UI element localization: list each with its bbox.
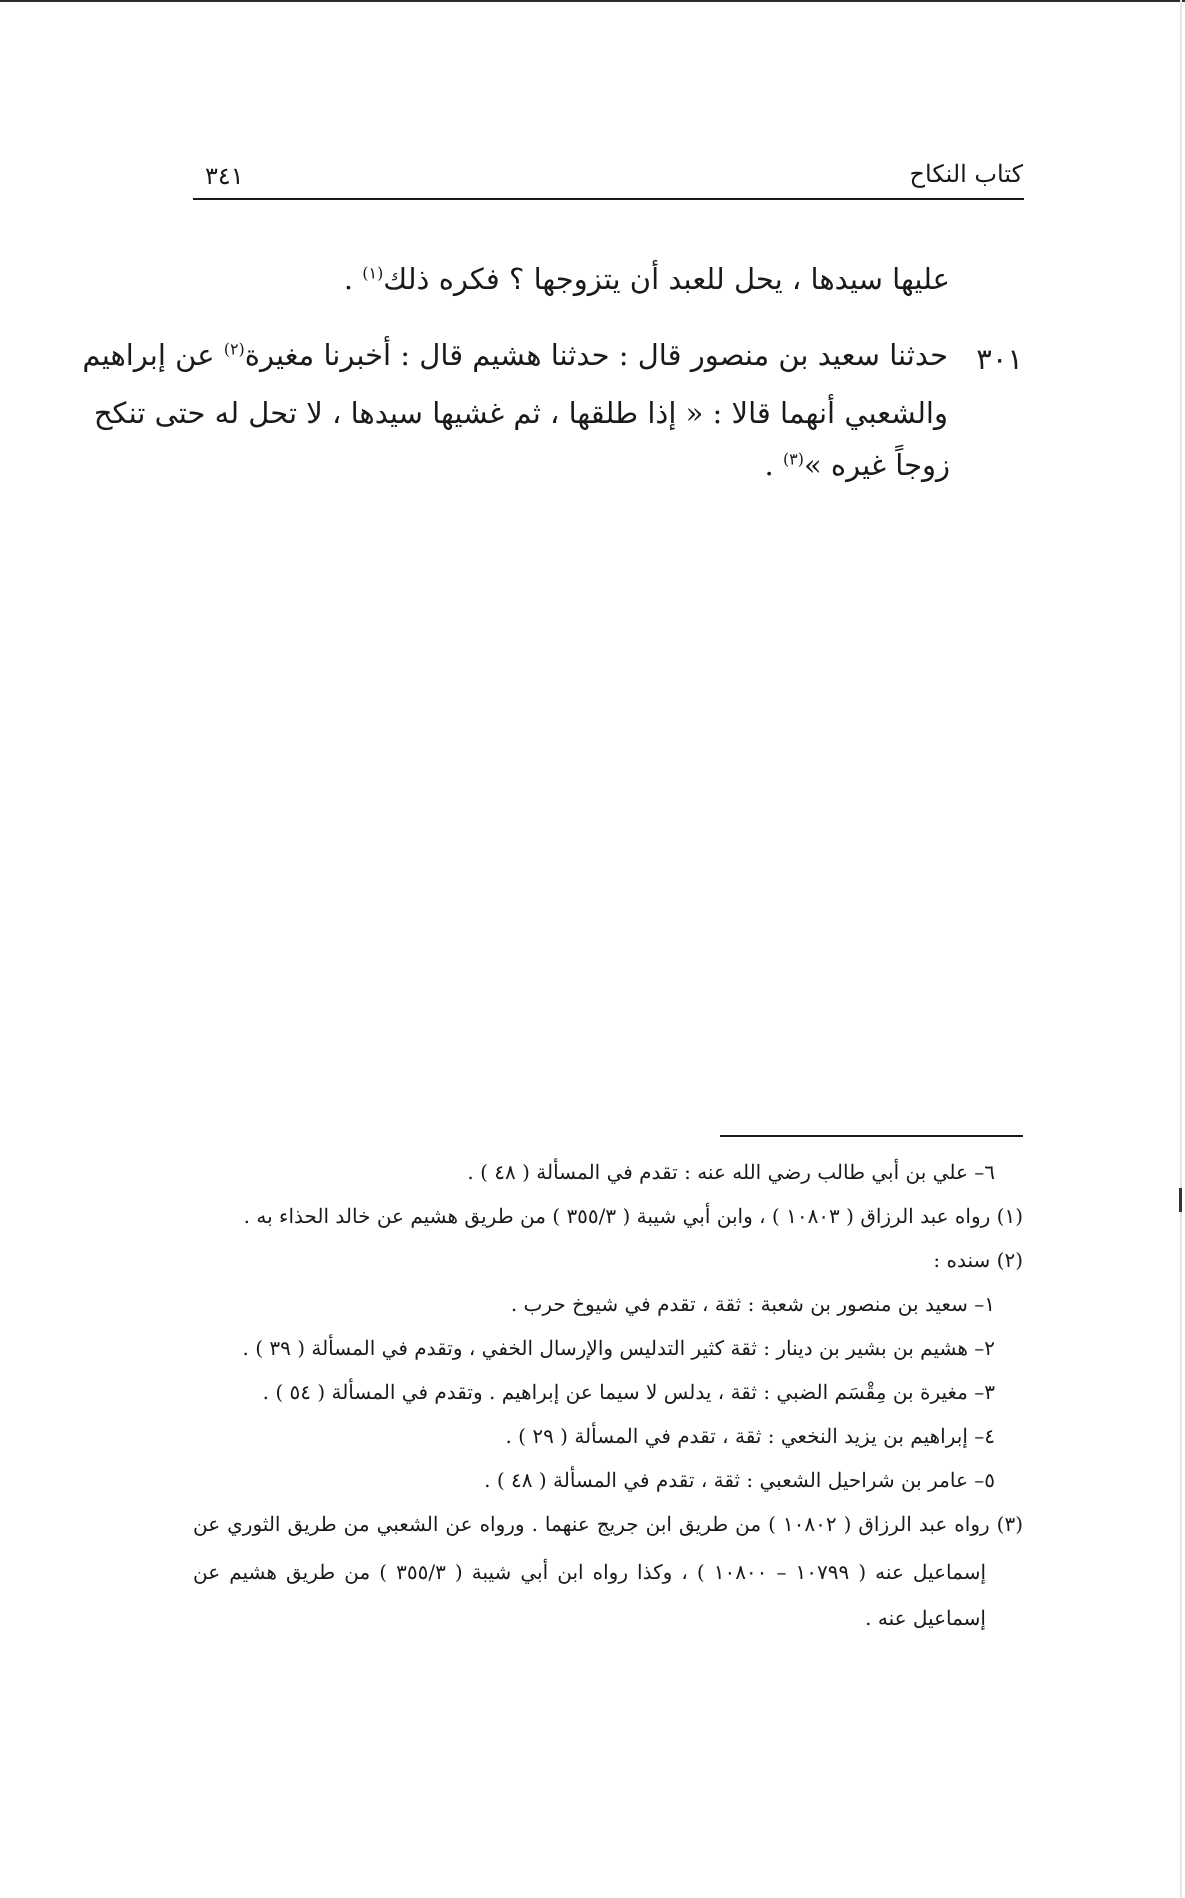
footnote-1: (١) رواه عبد الرزاق ( ١٠٨٠٣ ) ، وابن أبي شيبة ( ٣٥٥/٣ ) من طريق هشيم عن خالد الحذاء به . — [243, 1204, 1023, 1228]
body-line-1-text: عليها سيدها ، يحل للعبد أن يتزوجها ؟ فكره ذلك — [383, 262, 950, 296]
footnote-2-item-5: ٥– عامر بن شراحيل الشعبي : ثقة ، تقدم في المسألة ( ٤٨ ) . — [484, 1468, 995, 1492]
body-line-2b: عن إبراهيم — [82, 338, 224, 372]
footnote-2-item-2: ٢– هشيم بن بشير بن دينار : ثقة كثير التدليس والإرسال الخفي ، وتقدم في المسألة ( ٣٩ ) . — [242, 1336, 995, 1360]
body-line-1-end: . — [343, 262, 363, 296]
page-header — [193, 160, 1023, 198]
footnote-ref-2: (٢) — [223, 339, 245, 359]
body-line-2 — [82, 338, 948, 372]
footnote-2-item-4: ٤– إبراهيم بن يزيد النخعي : ثقة ، تقدم في المسألة ( ٢٩ ) . — [505, 1424, 995, 1448]
body-line-3-text: والشعبي أنهما قالا : « إذا طلقها ، ثم غشيها سيدها ، لا تحل له حتى تنكح — [93, 396, 948, 430]
scan-edge-mark — [1179, 1188, 1182, 1212]
footnote-3-line-1: (٣) رواه عبد الرزاق ( ١٠٨٠٢ ) من طريق ابن جريج عنهما . ورواه عن الشعبي من طريق الثوري عن — [193, 1512, 1023, 1536]
footnote-2-item-1: ١– سعيد بن منصور بن شعبة : ثقة ، تقدم في شيوخ حرب . — [510, 1292, 995, 1316]
footnote-carry-6: ٦– علي بن أبي طالب رضي الله عنه : تقدم في المسألة ( ٤٨ ) . — [467, 1160, 995, 1184]
body-line-4-end: . — [764, 448, 783, 482]
page-number: ٣٤١ — [205, 162, 244, 190]
footnote-ref-3: (٣) — [782, 449, 804, 469]
scan-top-edge — [0, 0, 1185, 2]
footnote-2-item-3: ٣– مغيرة بن مِقْسَم الضبي : ثقة ، يدلس لا سيما عن إبراهيم . وتقدم في المسألة ( ٥٤ ) . — [262, 1380, 995, 1404]
body-line-1 — [344, 262, 950, 296]
body-line-3 — [93, 396, 948, 430]
footnote-2-title: (٢) سنده : — [933, 1248, 1023, 1272]
footnote-ref-1: (١) — [362, 263, 384, 283]
hadith-number: ٣٠١ — [976, 342, 1023, 376]
header-rule — [193, 198, 1024, 200]
body-line-2a: حدثنا سعيد بن منصور قال : حدثنا هشيم قال : أخبرنا مغيرة — [244, 338, 948, 372]
footnote-rule — [720, 1135, 1023, 1137]
footnote-3-line-2: إسماعيل عنه ( ١٠٧٩٩ – ١٠٨٠٠ ) ، وكذا رواه ابن أبي شيبة ( ٣٥٥/٣ ) من طريق هشيم عن — [193, 1560, 987, 1584]
footnote-3-line-3: إسماعيل عنه . — [865, 1606, 986, 1630]
body-line-4 — [765, 448, 951, 482]
body-line-4-text: زوجاً غيره » — [803, 448, 950, 482]
running-head-title: كتاب النكاح — [909, 160, 1023, 188]
scan-right-edge — [1180, 0, 1182, 1898]
